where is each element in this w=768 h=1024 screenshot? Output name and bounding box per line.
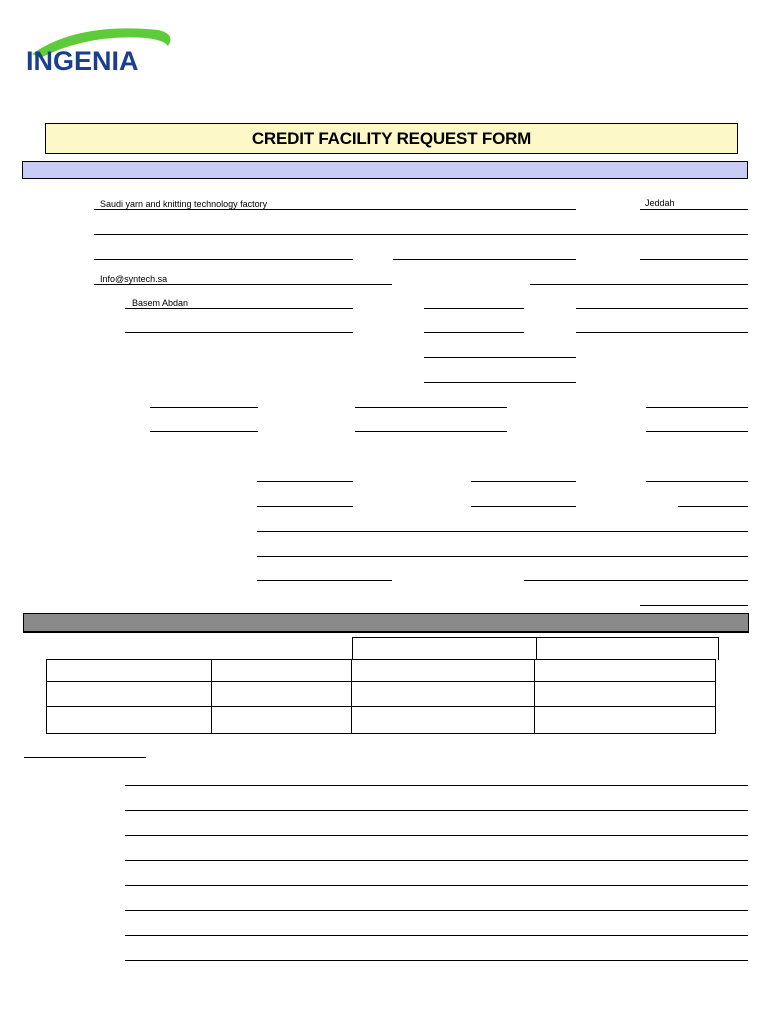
references-table <box>46 659 716 734</box>
contact-person-line[interactable] <box>125 308 353 309</box>
field-line-l[interactable] <box>257 506 353 507</box>
field-line-r[interactable] <box>524 580 748 581</box>
field-line-q[interactable] <box>257 580 392 581</box>
table-cell[interactable] <box>212 660 352 682</box>
table-cell[interactable] <box>212 682 352 707</box>
field-line-h[interactable] <box>646 431 748 432</box>
contact-2-line[interactable] <box>125 332 353 333</box>
contact-phone-line[interactable] <box>576 308 748 309</box>
ingenia-logo <box>18 18 186 90</box>
table-cell[interactable] <box>47 707 212 734</box>
city-line[interactable] <box>640 209 748 210</box>
table-cell[interactable] <box>212 707 352 734</box>
field-line-d[interactable] <box>355 407 507 408</box>
notes-line-6[interactable] <box>125 910 748 911</box>
email-line[interactable] <box>94 284 392 285</box>
table-cell[interactable] <box>535 707 716 734</box>
table-header-cell-2 <box>536 637 719 660</box>
table-row <box>47 707 716 734</box>
table-cell[interactable] <box>535 660 716 682</box>
section-header-band-2 <box>23 613 749 632</box>
website-line[interactable] <box>530 284 748 285</box>
city-value: Jeddah <box>645 198 675 208</box>
contact-title-line[interactable] <box>424 308 524 309</box>
field-line-o[interactable] <box>257 531 748 532</box>
field-line-c[interactable] <box>150 407 258 408</box>
table-cell[interactable] <box>352 660 535 682</box>
field-line-n[interactable] <box>678 506 748 507</box>
field-line-a[interactable] <box>424 357 576 358</box>
table-cell[interactable] <box>47 660 212 682</box>
logo-text: INGENIA <box>26 46 139 76</box>
contact-2-title-line[interactable] <box>424 332 524 333</box>
notes-line-3[interactable] <box>125 835 748 836</box>
field-line-j[interactable] <box>471 481 576 482</box>
contact-2-phone-line[interactable] <box>576 332 748 333</box>
field-line-p[interactable] <box>257 556 748 557</box>
po-box-line[interactable] <box>640 259 748 260</box>
table-row <box>47 682 716 707</box>
notes-line-1[interactable] <box>125 785 748 786</box>
phone-line[interactable] <box>94 259 353 260</box>
company-name-line[interactable] <box>94 209 576 210</box>
notes-line-4[interactable] <box>125 860 748 861</box>
field-line-m[interactable] <box>471 506 576 507</box>
form-title: CREDIT FACILITY REQUEST FORM <box>251 128 532 148</box>
table-cell[interactable] <box>535 682 716 707</box>
notes-label-line <box>24 757 146 758</box>
table-row <box>47 660 716 682</box>
field-line-k[interactable] <box>646 481 748 482</box>
field-line-e[interactable] <box>646 407 748 408</box>
section-header-band <box>22 161 748 179</box>
notes-line-8[interactable] <box>125 960 748 961</box>
table-cell[interactable] <box>352 707 535 734</box>
address-line[interactable] <box>94 234 748 235</box>
field-line-i[interactable] <box>257 481 353 482</box>
section-band-underline <box>23 632 749 633</box>
notes-line-7[interactable] <box>125 935 748 936</box>
field-line-g[interactable] <box>355 431 507 432</box>
company-name-value: Saudi yarn and knitting technology factory <box>100 199 268 209</box>
form-title-box <box>45 123 738 154</box>
field-line-f[interactable] <box>150 431 258 432</box>
fax-line[interactable] <box>393 259 576 260</box>
field-line-s[interactable] <box>640 605 748 606</box>
notes-line-5[interactable] <box>125 885 748 886</box>
logo-graphic <box>18 18 186 90</box>
field-line-b[interactable] <box>424 382 576 383</box>
contact-person-value: Basem Abdan <box>132 298 189 308</box>
table-header-cell-1 <box>352 637 537 660</box>
table-cell[interactable] <box>47 682 212 707</box>
email-value: Info@syntech.sa <box>100 274 168 284</box>
table-cell[interactable] <box>352 682 535 707</box>
notes-line-2[interactable] <box>125 810 748 811</box>
